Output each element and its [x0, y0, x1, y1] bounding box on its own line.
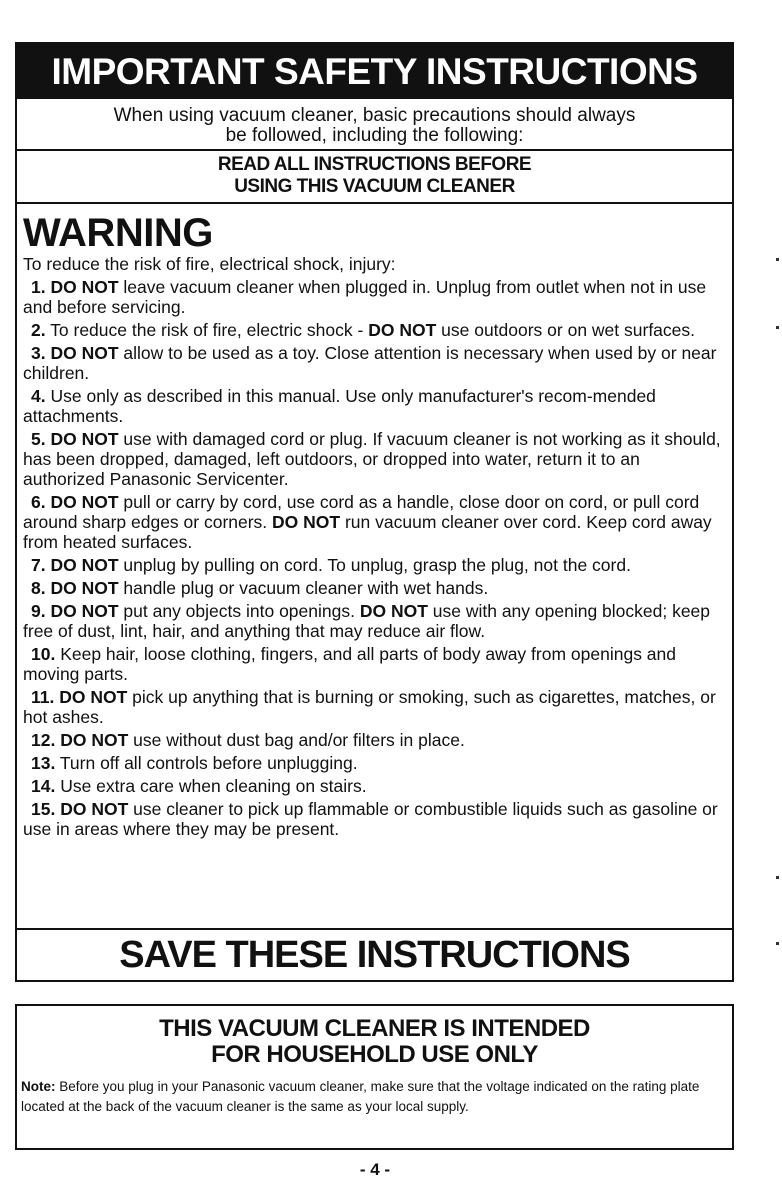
item-number: 10.: [31, 644, 56, 664]
read-all-line-1: READ ALL INSTRUCTIONS BEFORE: [217, 154, 532, 175]
item-text: handle plug or vacuum cleaner with wet hands.: [118, 578, 489, 598]
item-text: pull or carry by cord, use cord as a handle, close door on cord, or pull cord around sharp edges or corners.: [23, 492, 700, 532]
item-number: 5.: [31, 429, 46, 449]
warning-item: [23, 429, 726, 489]
household-use-box: [15, 1004, 734, 1150]
item-text: Use only as described in this manual. Use only manufacturer's recom-mended attachments.: [23, 386, 656, 426]
item-number: 12.: [31, 730, 56, 750]
warning-item: [23, 578, 726, 598]
item-text: use without dust bag and/or filters in place.: [128, 730, 465, 750]
warning-item: [23, 687, 726, 727]
scan-mark: [776, 326, 779, 329]
intro-line-1: When using vacuum cleaner, basic precautions should always: [113, 105, 636, 126]
item-text: use outdoors or on wet surfaces.: [436, 320, 696, 340]
do-not-emphasis: DO NOT: [50, 492, 119, 512]
item-text: unplug by pulling on cord. To unplug, grasp the plug, not the cord.: [118, 555, 631, 575]
warning-item: [23, 320, 726, 340]
item-text: Use extra care when cleaning on stairs.: [60, 776, 367, 796]
voltage-note: [21, 1077, 728, 1117]
warning-item: [23, 601, 726, 641]
do-not-emphasis: DO NOT: [50, 277, 119, 297]
item-number: 14.: [31, 776, 56, 796]
intro-text: [17, 99, 732, 151]
save-instructions-banner: SAVE THESE INSTRUCTIONS: [17, 928, 732, 980]
item-number: 1.: [31, 277, 46, 297]
do-not-emphasis: DO NOT: [368, 320, 437, 340]
item-number: 4.: [31, 386, 46, 406]
warning-item: [23, 776, 726, 796]
warning-item: [23, 799, 726, 839]
do-not-emphasis: DO NOT: [50, 601, 119, 621]
warning-section: [17, 212, 732, 839]
item-number: 11.: [31, 687, 55, 707]
item-number: 7.: [31, 555, 46, 575]
warning-item: [23, 644, 726, 684]
note-text: Before you plug in your Panasonic vacuum cleaner, make sure that the voltage indicated on the rating plate located at the back of the vacuum cleaner is the same as your local supply.: [21, 1079, 700, 1114]
household-line-1: THIS VACUUM CLEANER IS INTENDED: [159, 1015, 590, 1042]
do-not-emphasis: DO NOT: [59, 687, 128, 707]
warning-item: [23, 730, 726, 750]
warning-item: [23, 343, 726, 383]
page-number: - 4 -: [359, 1160, 391, 1179]
item-text: To reduce the risk of fire, electric shock -: [50, 320, 369, 340]
item-number: 2.: [31, 320, 46, 340]
item-number: 15.: [31, 799, 56, 819]
note-label: Note:: [21, 1079, 56, 1094]
item-number: 9.: [31, 601, 46, 621]
do-not-emphasis: DO NOT: [50, 343, 119, 363]
item-text: run vacuum cleaner over cord. Keep cord away from heated surfaces.: [23, 512, 712, 552]
warning-item: [23, 753, 726, 773]
item-text: put any objects into openings.: [118, 601, 360, 621]
page-title: IMPORTANT SAFETY INSTRUCTIONS: [17, 44, 732, 99]
do-not-emphasis: DO NOT: [50, 578, 119, 598]
warning-item: [23, 277, 726, 317]
intro-line-2: be followed, including the following:: [225, 125, 524, 146]
household-heading: [21, 1016, 728, 1068]
do-not-emphasis: DO NOT: [50, 429, 119, 449]
item-text: Keep hair, loose clothing, fingers, and all parts of body away from openings and moving parts.: [23, 644, 677, 684]
item-text: leave vacuum cleaner when plugged in. Unplug from outlet when not in use and before servicing.: [23, 277, 707, 317]
warning-item: [23, 492, 726, 552]
item-text: pick up anything that is burning or smoking, such as cigarettes, matches, or hot ashes.: [23, 687, 716, 727]
item-number: 6.: [31, 492, 46, 512]
read-all-notice: [17, 151, 732, 204]
do-not-emphasis: DO NOT: [50, 555, 119, 575]
item-text: allow to be used as a toy. Close attention is necessary when used by or near children.: [23, 343, 717, 383]
warning-item: [23, 386, 726, 426]
item-text: use with damaged cord or plug. If vacuum cleaner is not working as it should, has been dropped, damaged, left outdoors, or dropped into water, return it to an authorized Panasonic Servicenter.: [23, 429, 721, 489]
scan-mark: [776, 876, 779, 879]
scan-mark: [776, 258, 779, 261]
do-not-emphasis: DO NOT: [359, 601, 428, 621]
item-text: Turn off all controls before unplugging.: [59, 753, 358, 773]
safety-instructions-box: [15, 42, 734, 982]
warning-item: [23, 555, 726, 575]
read-all-line-2: USING THIS VACUUM CLEANER: [234, 176, 515, 197]
do-not-emphasis: DO NOT: [272, 512, 341, 532]
do-not-emphasis: DO NOT: [60, 730, 129, 750]
item-number: 3.: [31, 343, 46, 363]
do-not-emphasis: DO NOT: [60, 799, 129, 819]
warning-heading: WARNING: [23, 211, 213, 255]
warning-intro: To reduce the risk of fire, electrical shock, injury:: [23, 254, 396, 274]
item-number: 13.: [31, 753, 56, 773]
item-text: use with any opening blocked; keep free of dust, lint, hair, and anything that may reduce air flow.: [23, 601, 711, 641]
item-number: 8.: [31, 578, 46, 598]
household-line-2: FOR HOUSEHOLD USE ONLY: [211, 1041, 538, 1068]
warning-list: [23, 277, 726, 839]
item-text: use cleaner to pick up flammable or combustible liquids such as gasoline or use in areas where they may be present.: [23, 799, 718, 839]
scan-mark: [776, 942, 779, 945]
